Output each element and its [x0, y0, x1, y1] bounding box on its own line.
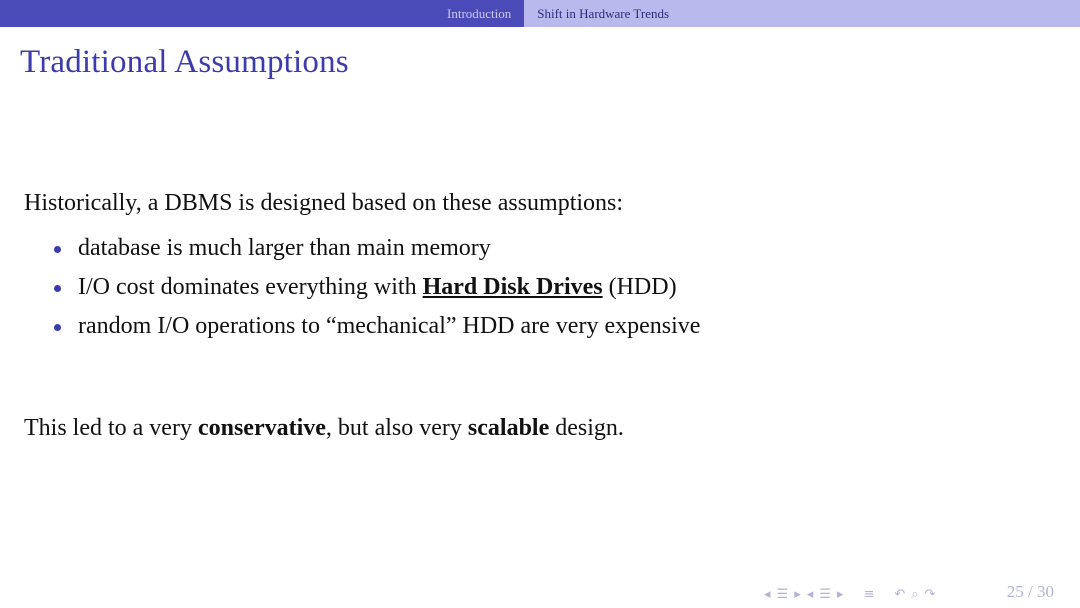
list-item [52, 307, 700, 346]
bullet-icon [54, 324, 61, 331]
conclusion-part-2: , but also very [325, 415, 468, 441]
slide-title: Traditional Assumptions [20, 44, 349, 80]
next-frame-icon[interactable]: ▸ [794, 586, 801, 602]
conclusion-bold-scalable: scalable [467, 415, 550, 441]
prev-frame-icon[interactable]: ◂ [764, 586, 771, 602]
page-number: 25 / 30 [1006, 582, 1054, 601]
list-item [52, 268, 700, 307]
header-bar [0, 0, 1080, 27]
search-icon[interactable]: ⌕ [911, 586, 919, 602]
assumption-list [52, 229, 700, 346]
toc-icon[interactable]: ≡ [863, 586, 875, 602]
list-item-text: random I/O operations to “mechanical” HDD are very expensive [78, 313, 701, 339]
list-item-text: database is much larger than main memory [78, 235, 491, 261]
redo-icon[interactable]: ↷ [924, 586, 936, 602]
conclusion-part-1: This led to a very [24, 415, 198, 441]
bullet-icon [54, 285, 61, 292]
conclusion-part-3: design. [549, 415, 624, 441]
header-section-hardware-trends[interactable]: Shift in Hardware Trends [524, 0, 1080, 27]
section-nav-icon[interactable]: ☰ [819, 586, 831, 602]
list-item-text-after: (HDD) [602, 274, 677, 300]
undo-icon[interactable]: ↶ [894, 586, 906, 602]
header-section-introduction[interactable]: Introduction [436, 0, 524, 27]
conclusion-text [24, 415, 624, 442]
next-section-icon[interactable]: ▸ [836, 586, 844, 602]
frame-nav-icon[interactable]: ☰ [776, 586, 789, 602]
prev-section-icon[interactable]: ◂ [806, 586, 814, 602]
navigation-bar [764, 584, 935, 604]
list-item [52, 229, 700, 268]
hdd-term: Hard Disk Drives [422, 274, 603, 300]
intro-text: Historically, a DBMS is designed based on these assumptions: [24, 190, 624, 216]
header-left-fill [0, 0, 436, 27]
list-item-text-before: I/O cost dominates everything with [78, 274, 423, 300]
bullet-icon [54, 246, 61, 253]
conclusion-bold-conservative: conservative [197, 415, 326, 441]
